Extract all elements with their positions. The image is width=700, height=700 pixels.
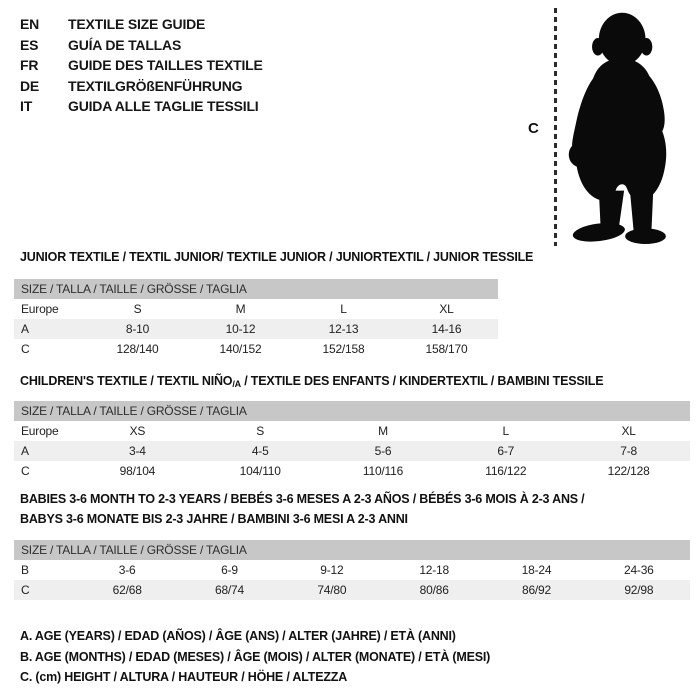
cell: 12-18 <box>419 563 450 577</box>
cell: 68/74 <box>214 583 244 597</box>
cell: 6-9 <box>221 563 238 577</box>
language-list <box>20 14 263 117</box>
cell: 24-36 <box>623 563 654 577</box>
lang-row-it <box>20 96 263 117</box>
cell: 18-24 <box>521 563 552 577</box>
babies-table-title <box>20 489 584 529</box>
title-subscript: /A <box>232 379 241 389</box>
lang-code: IT <box>20 98 33 115</box>
footnote-c: C. (cm) HEIGHT / ALTURA / HAUTEUR / HÖHE / ALTEZZA <box>20 670 348 684</box>
cell: 3-4 <box>129 444 146 458</box>
title-text: / TEXTILE DES ENFANTS / KINDERTEXTIL / BAMBINI TESSILE <box>240 374 604 388</box>
cell: 140/152 <box>219 342 262 356</box>
lang-label: TEXTILE SIZE GUIDE <box>68 16 206 33</box>
row-label: A <box>21 444 29 458</box>
lang-row-fr <box>20 55 263 76</box>
table-row <box>14 560 690 580</box>
cell: 104/110 <box>239 464 281 478</box>
row-label: B <box>21 563 29 577</box>
cell: M <box>235 302 246 316</box>
cell: 3-6 <box>118 563 136 577</box>
row-label: Europe <box>21 424 59 438</box>
cell: 110/116 <box>362 464 404 478</box>
cell: 122/128 <box>607 464 650 478</box>
cell: 14-16 <box>431 322 462 336</box>
cell: L <box>502 424 510 438</box>
lang-row-de <box>20 76 263 97</box>
row-label: A <box>21 322 29 336</box>
cell: 86/92 <box>521 583 551 597</box>
height-measure-dashed-line <box>554 8 557 246</box>
footnote-a: A. AGE (YEARS) / EDAD (AÑOS) / ÂGE (ANS) / ALTER (JAHRE) / ETÀ (ANNI) <box>20 629 456 643</box>
lang-label: GUIDE DES TAILLES TEXTILE <box>68 57 263 74</box>
row-label: C <box>21 342 30 356</box>
cell: 116/122 <box>485 464 527 478</box>
size-header-bar: SIZE / TALLA / TAILLE / GRÖSSE / TAGLIA <box>14 401 690 421</box>
cell: XL <box>439 302 454 316</box>
cell: 5-6 <box>374 444 392 458</box>
cell: 92/98 <box>624 583 654 597</box>
lang-row-en <box>20 14 263 35</box>
children-size-table <box>14 401 690 481</box>
cell: 10-12 <box>225 322 256 336</box>
table-row <box>14 580 690 600</box>
row-label: C <box>21 583 30 597</box>
baby-silhouette-icon <box>560 6 696 244</box>
cell: 4-5 <box>251 444 269 458</box>
cell: 80/86 <box>419 583 449 597</box>
cell: 6-7 <box>497 444 515 458</box>
size-header-bar: SIZE / TALLA / TAILLE / GRÖSSE / TAGLIA <box>14 540 690 560</box>
cell: 7-8 <box>620 444 637 458</box>
row-label: C <box>21 464 30 478</box>
lang-label: GUIDA ALLE TAGLIE TESSILI <box>68 98 259 115</box>
cell: 62/68 <box>112 583 142 597</box>
children-table-title <box>20 371 603 394</box>
junior-table-title: JUNIOR TEXTILE / TEXTIL JUNIOR/ TEXTILE JUNIOR / JUNIORTEXTIL / JUNIOR TESSILE <box>20 250 534 264</box>
height-measure-label: C <box>528 120 539 137</box>
table-row <box>14 319 498 339</box>
cell: XS <box>129 424 146 438</box>
title-line1: BABIES 3-6 MONTH TO 2-3 YEARS / BEBÉS 3-6 MESES A 2-3 AÑOS / BÉBÉS 3-6 MOIS À 2-3 ANS / <box>20 492 585 506</box>
lang-code: EN <box>20 16 40 33</box>
lang-code: ES <box>20 36 39 53</box>
table-row <box>14 299 498 319</box>
lang-label: GUÍA DE TALLAS <box>68 36 182 53</box>
footnotes <box>20 626 490 688</box>
table-row <box>14 421 690 441</box>
cell: L <box>340 302 347 316</box>
cell: 74/80 <box>317 583 347 597</box>
title-text: CHILDREN'S TEXTILE / TEXTIL NIÑO <box>20 374 233 388</box>
cell: 12-13 <box>328 322 359 336</box>
cell: 8-10 <box>125 322 150 336</box>
cell: S <box>133 302 142 316</box>
table-row <box>14 339 498 359</box>
table-row <box>14 441 690 461</box>
babies-size-table <box>14 540 690 600</box>
table-row <box>14 461 690 481</box>
lang-code: DE <box>20 77 40 94</box>
lang-code: FR <box>20 57 39 74</box>
cell: 128/140 <box>116 342 159 356</box>
title-line2: BABYS 3-6 MONATE BIS 2-3 JAHRE / BAMBINI 3-6 MESI A 2-3 ANNI <box>20 512 408 526</box>
size-header-bar: SIZE / TALLA / TAILLE / GRÖSSE / TAGLIA <box>14 279 498 299</box>
row-label: Europe <box>21 302 59 316</box>
cell: M <box>378 424 388 438</box>
lang-label: TEXTILGRÖßENFÜHRUNG <box>68 77 243 94</box>
cell: 98/104 <box>119 464 156 478</box>
cell: S <box>256 424 265 438</box>
cell: 158/170 <box>425 342 468 356</box>
cell: 9-12 <box>320 563 344 577</box>
cell: 152/158 <box>322 342 365 356</box>
footnote-b: B. AGE (MONTHS) / EDAD (MESES) / ÂGE (MOIS) / ALTER (MONATE) / ETÀ (MESI) <box>20 649 491 664</box>
junior-size-table <box>14 279 498 359</box>
lang-row-es <box>20 35 263 56</box>
cell: XL <box>621 424 636 438</box>
